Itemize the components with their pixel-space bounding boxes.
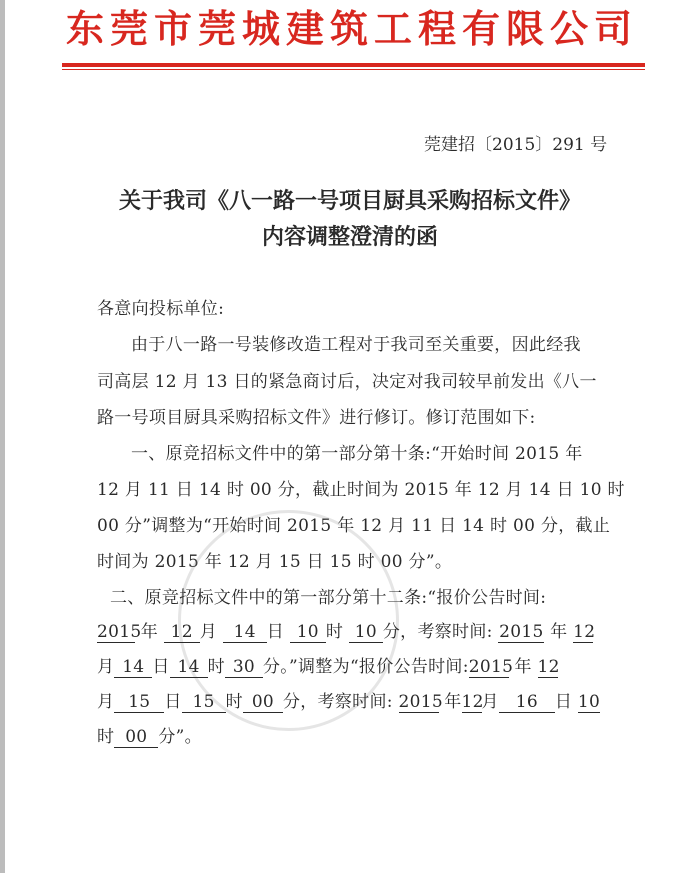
letterhead-rule-thin: [62, 69, 645, 70]
title-line-1: 关于我司《八一路一号项目厨具采购招标文件》: [118, 188, 581, 214]
new-quote-day: 15: [114, 692, 164, 713]
item2-line-2: 2015 年 12 月 14 日 10 时 10 分，考察时间: 2015 年 12: [97, 622, 596, 642]
orig-inspect-year: 2015: [499, 622, 544, 642]
new-inspect-year: 2015: [398, 692, 443, 712]
item1-line-3: 00 分”调整为“开始时间 2015 年 12 月 11 日 14 时 00 分，截止: [97, 516, 611, 536]
para1-line-1: 由于八一路一号装修改造工程对于我司至关重要，因此经我: [131, 335, 581, 355]
item2-line-5: 时 00 分”。: [97, 727, 202, 747]
new-inspect-day: 16: [499, 692, 555, 713]
letterhead-rule-thick: [62, 63, 645, 67]
item2-intro: 二、原竞招标文件中的第一部分第十二条:“报价公告时间:: [110, 588, 547, 608]
para1-line-2: 司高层 12 月 13 日的紧急商讨后，决定对我司较早前发出《八一: [97, 372, 597, 392]
orig-quote-minute: 10: [349, 622, 383, 643]
item2-line-4: 月 15 日 15 时 00 分，考察时间: 2015 年12月 16 日 10: [97, 692, 601, 712]
new-inspect-month: 12: [461, 692, 484, 712]
orig-inspect-hour: 14: [170, 657, 208, 678]
orig-inspect-minute: 30: [225, 657, 263, 678]
orig-inspect-day: 14: [114, 657, 152, 678]
item1-line-2: 12 月 11 日 14 时 00 分，截止时间为 2015 年 12 月 14 日 10 时: [97, 480, 625, 500]
orig-quote-day: 14: [223, 622, 267, 643]
orig-quote-month: 12: [164, 622, 200, 643]
new-inspect-minute: 00: [114, 727, 158, 748]
page-edge: [0, 0, 5, 873]
orig-quote-hour: 10: [290, 622, 326, 643]
salutation: 各意向投标单位:: [97, 299, 225, 319]
document-number: 莞建招〔2015〕291 号: [424, 135, 608, 155]
orig-quote-year: 2015: [97, 622, 142, 642]
item1-line-4: 时间为 2015 年 12 月 15 日 15 时 00 分”。: [97, 552, 453, 572]
new-quote-hour: 15: [182, 692, 226, 713]
item2-line-3: 月 14 日 14 时 30 分。”调整为“报价公告时间:2015 年 12: [97, 657, 560, 677]
new-inspect-hour: 10: [577, 692, 601, 712]
title-line-2: 内容调整澄清的函: [261, 224, 438, 250]
para1-line-3: 路一号项目厨具采购招标文件》进行修订。修订范围如下:: [97, 408, 536, 428]
new-quote-month: 12: [537, 657, 560, 677]
orig-inspect-month: 12: [573, 622, 596, 642]
new-quote-minute: 00: [243, 692, 283, 713]
letterhead-company-name: 东莞市莞城建筑工程有限公司: [66, 7, 639, 51]
new-quote-year: 2015: [468, 657, 514, 677]
item1-line-1: 一、原竞招标文件中的第一部分第十条:“开始时间 2015 年: [131, 444, 583, 464]
